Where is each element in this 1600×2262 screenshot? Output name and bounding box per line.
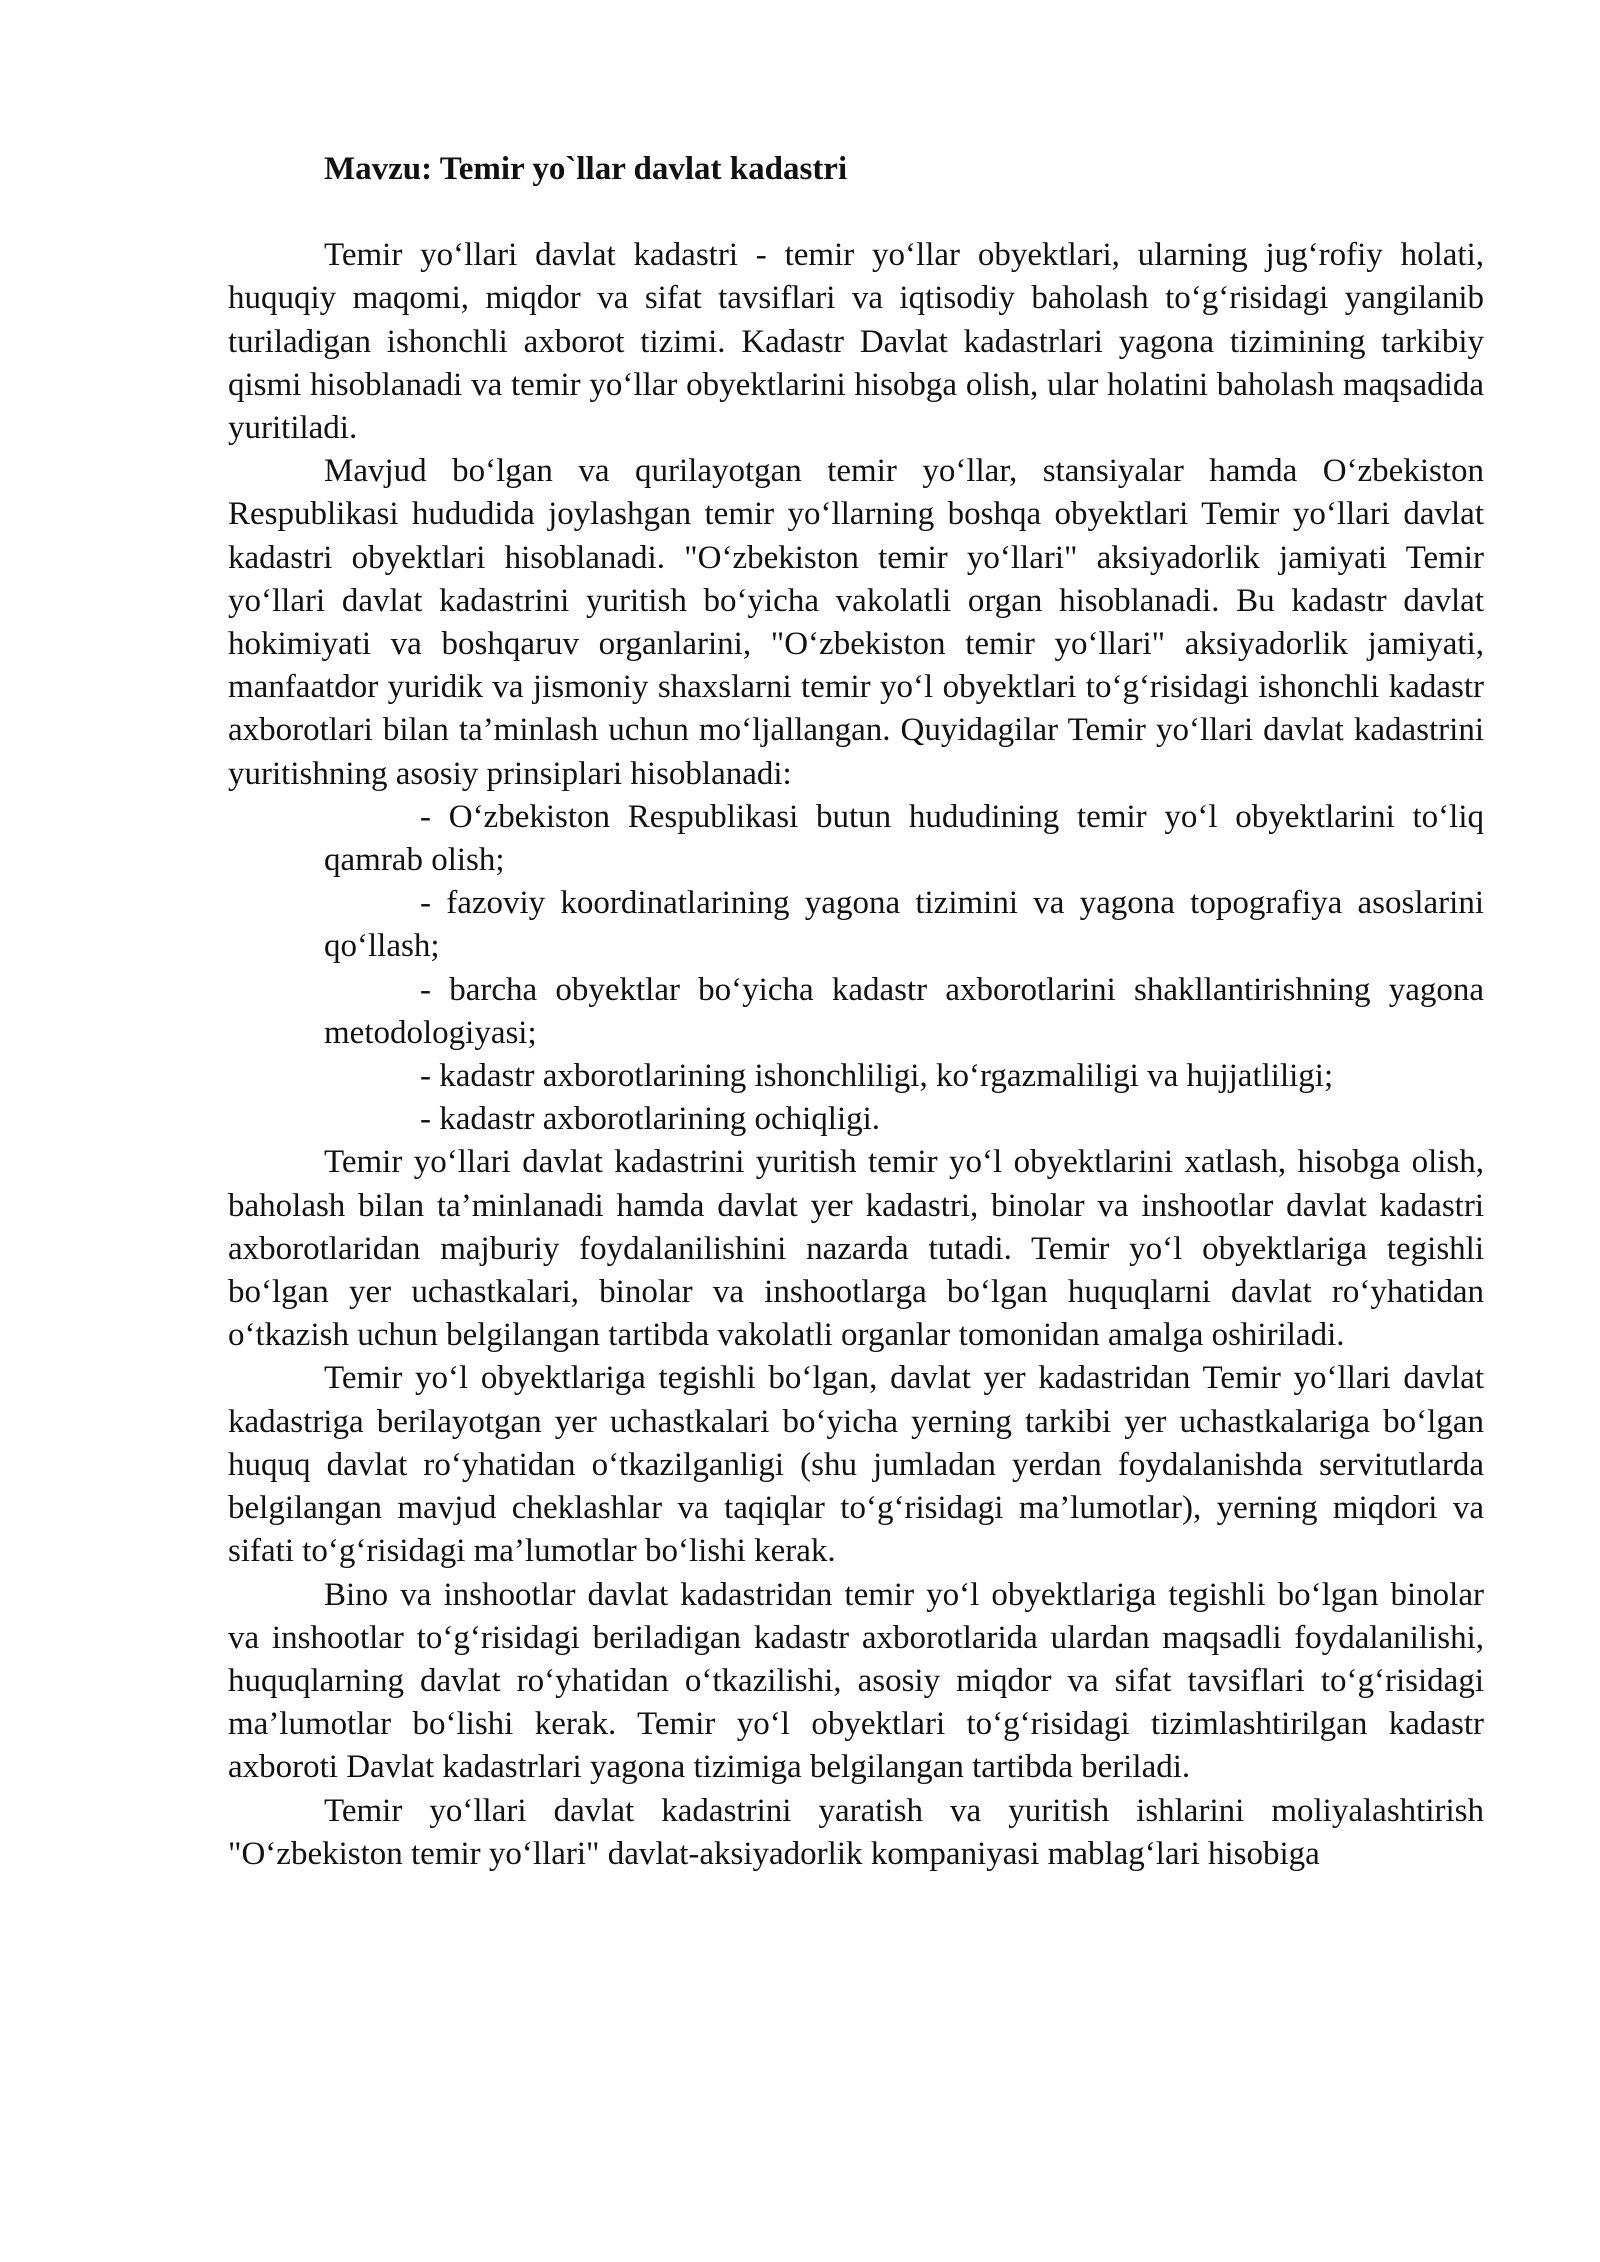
paragraph-financing: Temir yo‘llari davlat kadastrini yaratish va yuritish ishlarini moliyalashtirish "O‘zbekiston temir yo‘llari" davlat-aksiyadorlik kompaniyasi mablag‘lari hisobiga: [228, 1792, 1484, 1872]
paragraph-buildings-data: Bino va inshootlar davlat kadastridan temir yo‘l obyektlariga tegishli bo‘lgan binolar va inshootlar to‘g‘risidagi beriladigan kadastr axborotlarida ulardan maqsadli foydalanilishi, huquqlarning davlat ro‘yhatidan o‘tkazilishi, asosiy miqdor va sifat tavsiflari to‘g‘risidagi ma’lumotlar bo‘lishi kerak. Temir yo‘l obyektlari to‘g‘risidagi tizimlashtirilgan kadastr axboroti Davlat kadastrlari yagona tizimiga belgilangan tartibda beriladi.: [228, 1576, 1484, 1786]
list-item: - fazoviy koordinatlarining yagona tizimini va yagona topografiya asoslarini qo‘llash;: [324, 885, 1484, 965]
paragraph-objects: Mavjud bo‘lgan va qurilayotgan temir yo‘llar, stansiyalar hamda O‘zbekiston Respublikasi hududida joylashgan temir yo‘llarning boshqa obyektlari Temir yo‘llari davlat kadastri obyektlari hisoblanadi. "O‘zbekiston temir yo‘llari" aksiyadorlik jamiyati Temir yo‘llari davlat kadastrini yuritish bo‘yicha vakolatli organ hisoblanadi. Bu kadastr davlat hokimiyati va boshqaruv organlarini, "O‘zbekiston temir yo‘llari" aksiyadorlik jamiyati, manfaatdor yuridik va jismoniy shaxslarni temir yo‘l obyektlari to‘g‘risidagi ishonchli kadastr axborotlari bilan ta’minlash uchun mo‘ljallangan. Quyidagilar Temir yo‘llari davlat kadastrini yuritishning asosiy prinsiplari hisoblanadi:: [228, 453, 1484, 792]
list-item: - kadastr axborotlarining ochiqligi.: [420, 1101, 881, 1138]
paragraph-definition: Temir yo‘llari davlat kadastri - temir yo‘llar obyektlari, ularning jug‘rofiy holati, huquqiy maqomi, miqdor va sifat tavsiflari va iqtisodiy baholash to‘g‘risidagi yangilanib turiladigan ishonchli axborot tizimi. Kadastr Davlat kadastrlari yagona tizimining tarkibiy qismi hisoblanadi va temir yo‘llar obyektlarini hisobga olish, ular holatini baholash maqsadida yuritiladi.: [228, 237, 1484, 447]
document-body: [228, 148, 1484, 1876]
list-item: - barcha obyektlar bo‘yicha kadastr axborotlarini shakllantirishning yagona metodologiyasi;: [324, 971, 1484, 1051]
paragraph-land-data: Temir yo‘l obyektlariga tegishli bo‘lgan, davlat yer kadastridan Temir yo‘llari davlat kadastriga berilayotgan yer uchastkalari bo‘yicha yerning tarkibi yer uchastkalariga bo‘lgan huquq davlat ro‘yhatidan o‘tkazilganligi (shu jumladan yerdan foydalanishda servitutlarda belgilangan mavjud cheklashlar va taqiqlar to‘g‘risidagi ma’lumotlar), yerning miqdori va sifati to‘g‘risidagi ma’lumotlar bo‘lishi kerak.: [228, 1360, 1484, 1570]
document-title: Mavzu: Temir yo`llar davlat kadastri: [324, 151, 848, 187]
list-item: - O‘zbekiston Respublikasi butun hududining temir yo‘l obyektlarini to‘liq qamrab olish;: [324, 798, 1484, 879]
list-item: - kadastr axborotlarining ishonchliligi, ko‘rgazmaliligi va hujjatliligi;: [420, 1058, 1334, 1095]
paragraph-maintenance: Temir yo‘llari davlat kadastrini yuritish temir yo‘l obyektlarini xatlash, hisobga olish, baholash bilan ta’minlanadi hamda davlat yer kadastri, binolar va inshootlar davlat kadastri axborotlaridan majburiy foydalanilishini nazarda tutadi. Temir yo‘l obyektlariga tegishli bo‘lgan yer uchastkalari, binolar va inshootlarga bo‘lgan huquqlarni davlat ro‘yhatidan o‘tkazish uchun belgilangan tartibda vakolatli organlar tomonidan amalga oshiriladi.: [228, 1144, 1484, 1354]
principles-list: [228, 796, 1484, 1142]
